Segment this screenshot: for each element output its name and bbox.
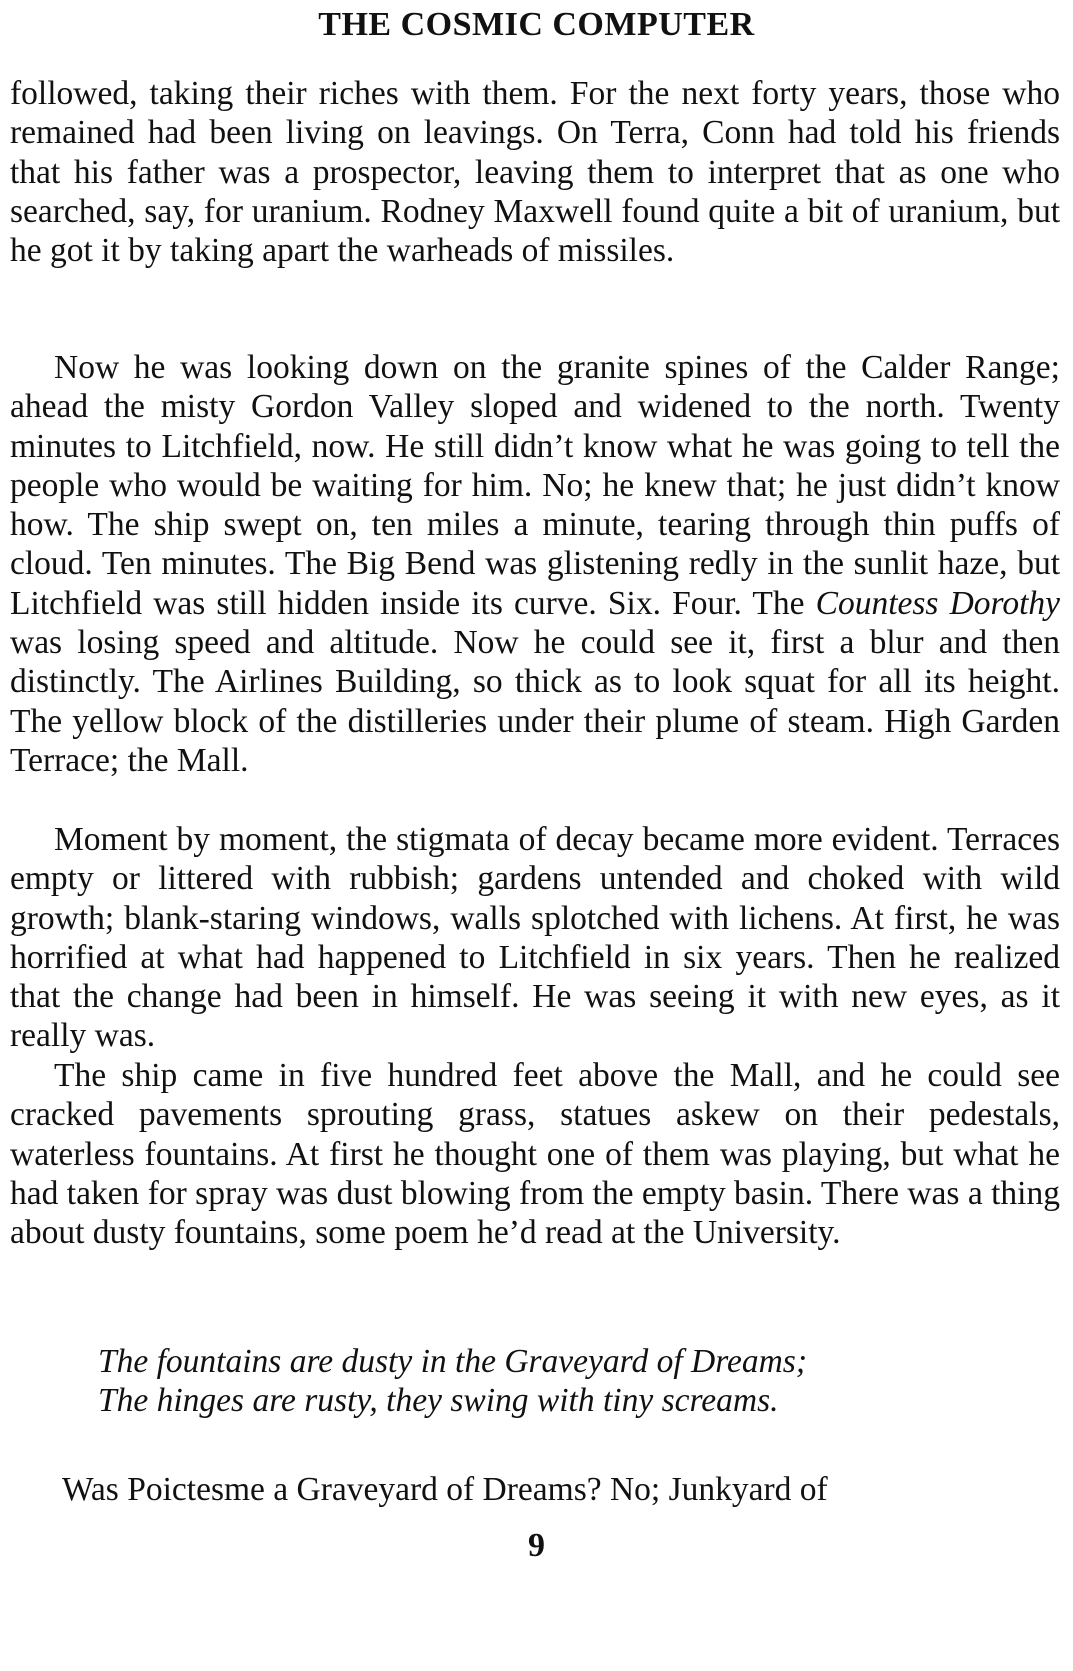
paragraph-question: Was Poictesme a Graveyard of Dreams? No; Junkyard of: [62, 1471, 828, 1508]
running-head-title: THE COSMIC COMPUTER: [318, 6, 755, 43]
paragraph-approach: [10, 348, 1060, 780]
ship-name: Countess Dorothy: [815, 584, 1061, 622]
poem-line-2: The hinges are rusty, they swing with tiny screams.: [98, 1382, 779, 1419]
paragraph-continued: followed, taking their riches with them. For the next forty years, those who remained had been living on leavings. On Terra, Conn had told his friends that his father was a prospector, leaving them to interpret that as one who searched, say, for uranium. Rodney Maxwell found quite a bit of uranium, but he got it by taking apart the warheads of missiles.: [10, 75, 1060, 270]
paragraph-approach-text-start: Now he was looking down on the granite spines of the Calder Range; ahead the misty Gordon Valley sloped and widened to the north. Twenty minutes to Litchfield, now. He still didn’t know what he was going to tell the people who would be waiting for him. No; he knew that; he just didn’t know how. The ship swept on, ten miles a minute, tearing through thin puffs of cloud. Ten minutes. The Big Bend was glistening redly in the sunlit haze, but Litchfield was still hidden inside its curve. Six. Four. The: [10, 349, 1060, 622]
paragraph-fountains: The ship came in five hundred feet above the Mall, and he could see cracked pavements sprouting grass, statues askew on their pedestals, waterless fountains. At first he thought one of them was playing, but what he had taken for spray was dust blowing from the empty basin. There was a thing about dusty fountains, some poem he’d read at the University.: [10, 1057, 1060, 1252]
poem-quote: [98, 1342, 1038, 1420]
poem-line-1: The fountains are dusty in the Graveyard of Dreams;: [98, 1343, 807, 1380]
paragraph-approach-text-end: was losing speed and altitude. Now he could see it, first a blur and then distinctly. The Airlines Building, so thick as to look squat for all its height. The yellow block of the distilleries under their plume of steam. High Garden Terrace; the Mall.: [10, 624, 1060, 779]
page-number: 9: [528, 1527, 545, 1564]
paragraph-decay: Moment by moment, the stigmata of decay became more evident. Terraces empty or littered with rubbish; gardens untended and choked with wild growth; blank-staring windows, walls splotched with lichens. At first, he was horrified at what had happened to Litchfield in six years. Then he realized that the change had been in himself. He was seeing it with new eyes, as it really was.: [10, 821, 1060, 1055]
